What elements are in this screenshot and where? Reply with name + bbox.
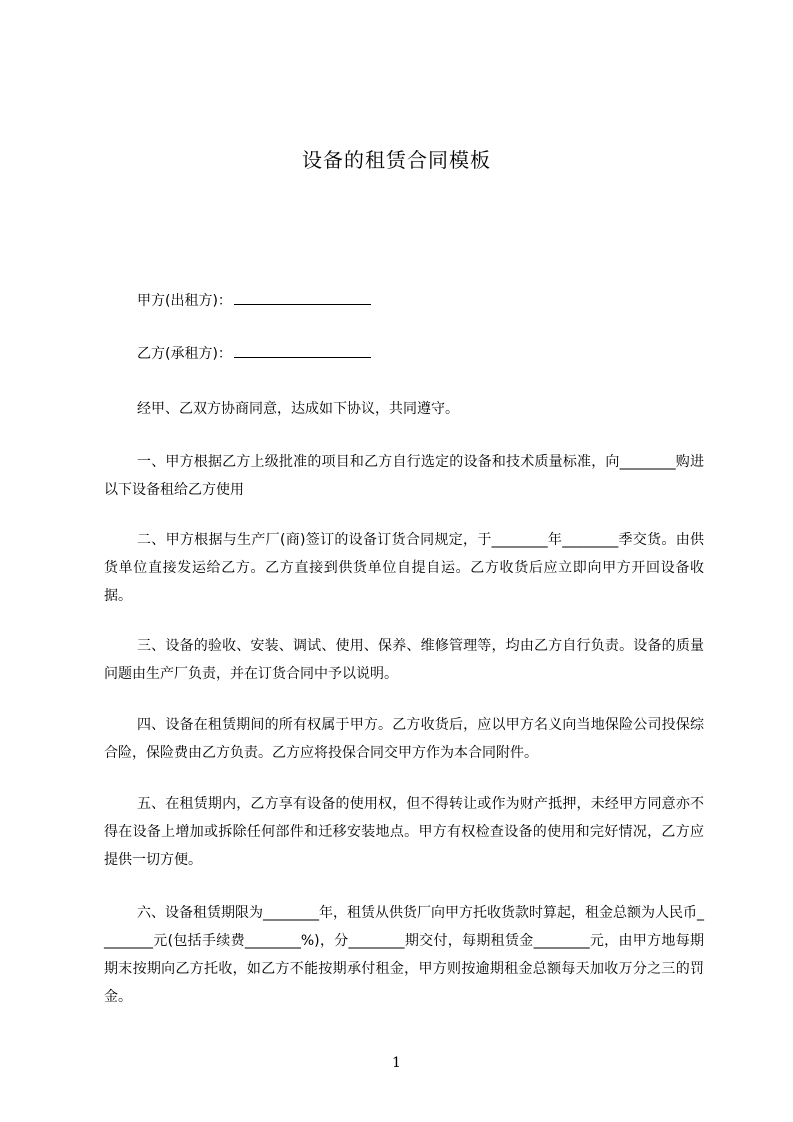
clause-1: 一、甲方根据乙方上级批准的项目和乙方自行选定的设备和技术质量标准，向________购进以下设备租给乙方使用: [104, 454, 704, 498]
page-number: 1: [392, 1055, 401, 1071]
clause-5: 五、在租赁期内，乙方享有设备的使用权，但不得转让或作为财产抵押，未经甲方同意亦不得在设备上增加或拆除任何部件和迁移安装地点。甲方有权检查设备的使用和完好情况，乙方应提供一切方便。: [104, 796, 704, 868]
party-a-blank: [234, 290, 371, 305]
clause-6: 六、设备租赁期限为________年，租赁从供货厂向甲方托收货款时算起，租金总额为人民币________元(包括手续费________%)，分________期交付，每期租赁金________元，由甲方地每期期末按期向乙方托收，如乙方不能按期承付租金，甲方则按逾期租金总额每天加收万分之三的罚金。: [104, 905, 704, 1005]
party-b-line: [137, 343, 371, 364]
clause-3: 三、设备的验收、安装、调试、使用、保养、维修管理等，均由乙方自行负责。设备的质量问题由生产厂负责，并在订货合同中予以说明。: [104, 638, 704, 682]
party-a-label: 甲方(出租方)：: [137, 293, 232, 309]
clause-4: 四、设备在租赁期间的所有权属于甲方。乙方收货后，应以甲方名义向当地保险公司投保综合险，保险费由乙方负责。乙方应将投保合同交甲方作为本合同附件。: [104, 717, 704, 761]
intro-paragraph: 经甲、乙双方协商同意，达成如下协议，共同遵守。: [137, 401, 459, 417]
party-b-label: 乙方(承租方)：: [137, 346, 232, 362]
party-b-blank: [234, 343, 371, 358]
party-a-line: [137, 290, 371, 311]
clause-2: 二、甲方根据与生产厂(商)签订的设备订货合同规定，于________年________季交货。由供货单位直接发运给乙方。乙方直接到供货单位自提自运。乙方收货后应立即向甲方开回设备收据。: [104, 532, 704, 604]
page-title: 设备的租赁合同模板: [302, 148, 491, 172]
